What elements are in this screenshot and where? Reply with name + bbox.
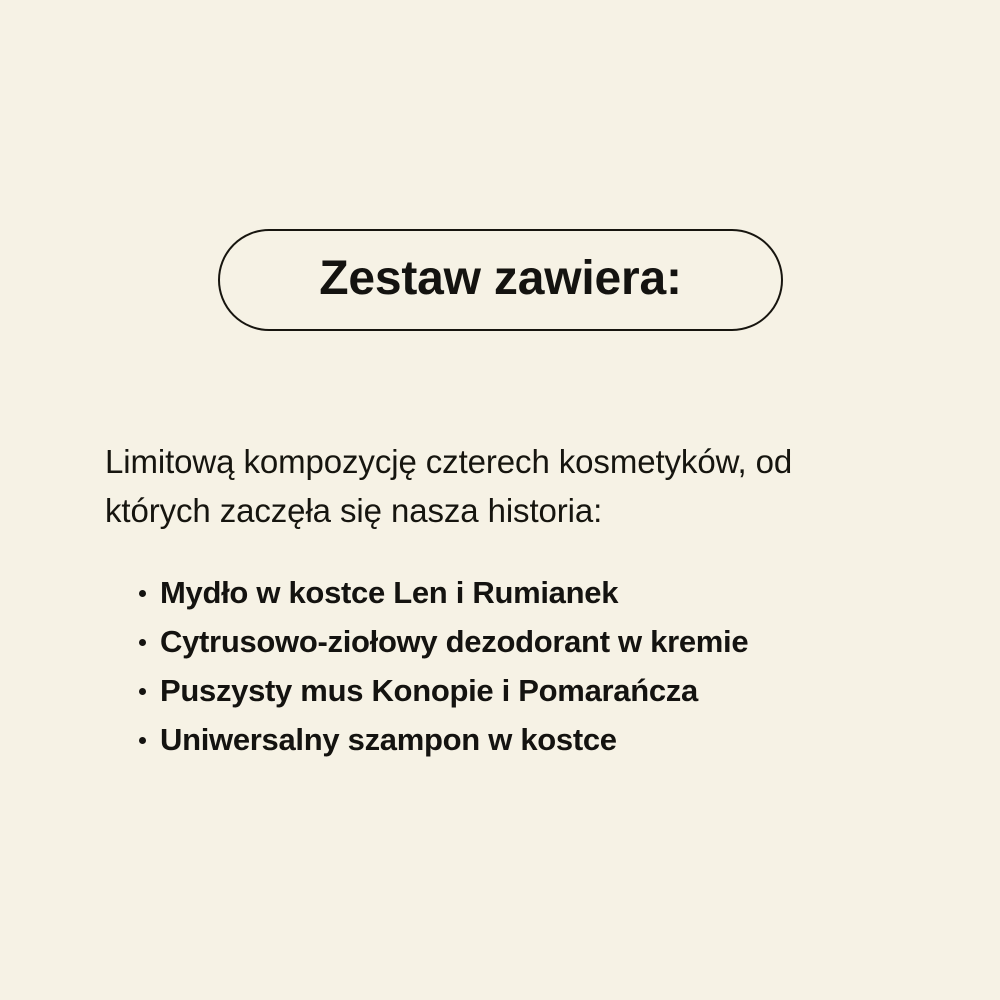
product-list bbox=[105, 568, 895, 764]
bullet-dot-icon bbox=[139, 737, 146, 744]
bullet-dot-icon bbox=[139, 590, 146, 597]
section-heading-badge bbox=[218, 229, 783, 331]
section-heading-title: Zestaw zawiera: bbox=[319, 252, 682, 305]
list-item bbox=[105, 568, 895, 617]
list-item bbox=[105, 617, 895, 666]
bullet-dot-icon bbox=[139, 688, 146, 695]
list-item-label: Puszysty mus Konopie i Pomarańcza bbox=[160, 673, 698, 708]
intro-paragraph: Limitową kompozycję czterech kosmetyków, od których zaczęła się nasza historia: bbox=[105, 443, 793, 529]
list-item-label: Uniwersalny szampon w kostce bbox=[160, 722, 617, 757]
list-item bbox=[105, 715, 895, 764]
list-item-label: Mydło w kostce Len i Rumianek bbox=[160, 575, 619, 610]
bullet-dot-icon bbox=[139, 639, 146, 646]
list-item bbox=[105, 666, 895, 715]
list-item-label: Cytrusowo-ziołowy dezodorant w kremie bbox=[160, 624, 749, 659]
set-contents-block bbox=[105, 404, 895, 764]
